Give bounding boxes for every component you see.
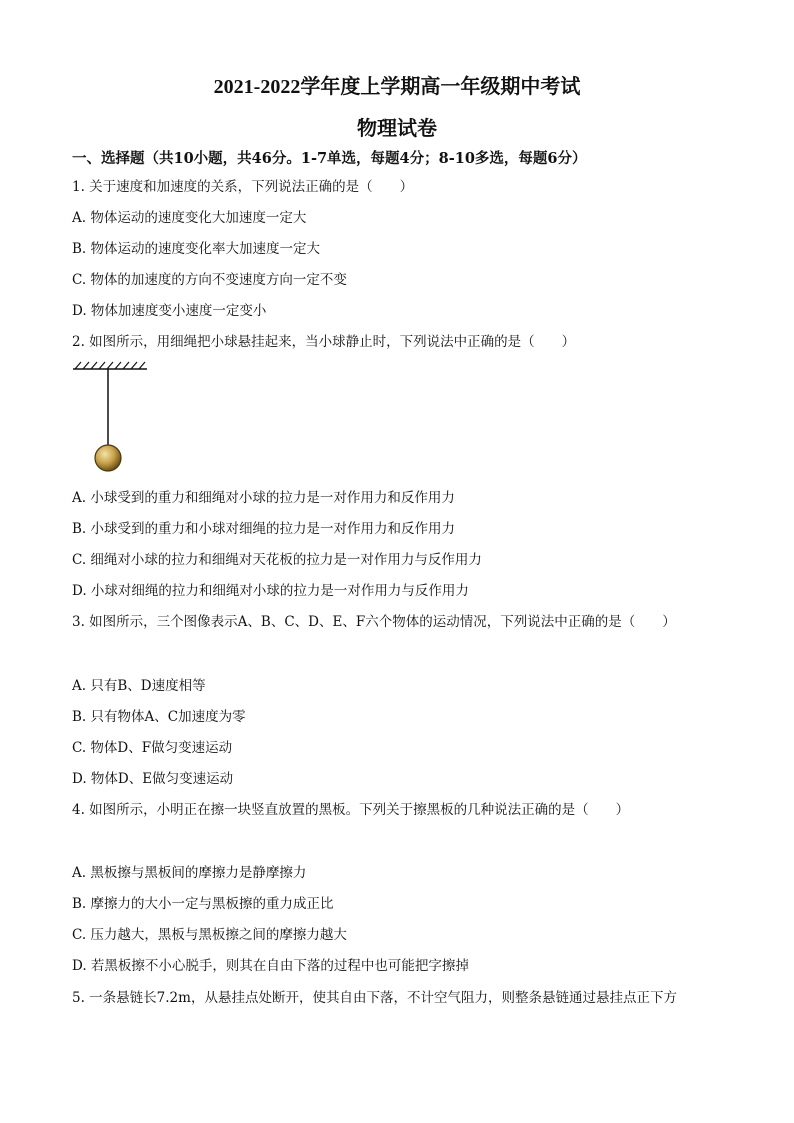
question-3-option-a: A. 只有B、D速度相等 [72,678,206,694]
section-heading: 一、选择题（共10小题，共46分。1-7单选，每题4分；8-10多选，每题6分） [72,150,587,167]
exam-subtitle: 物理试卷 [357,118,437,140]
question-3-option-d: D. 物体D、E做匀变速运动 [72,771,234,787]
question-4-option-d: D. 若黑板擦不小心脱手，则其在自由下落的过程中也可能把字擦掉 [72,958,469,974]
question-2-option-d: D. 小球对细绳的拉力和细绳对小球的拉力是一对作用力与反作用力 [72,583,469,599]
question-4-option-c: C. 压力越大，黑板与黑板擦之间的摩擦力越大 [72,927,347,943]
ceiling-hatch [73,362,147,369]
question-2-option-b: B. 小球受到的重力和小球对细绳的拉力是一对作用力和反作用力 [72,521,456,537]
question-1-option-b: B. 物体运动的速度变化率大加速度一定大 [72,241,321,257]
question-4-stem: 4. 如图所示，小明正在擦一块竖直放置的黑板。下列关于擦黑板的几种说法正确的是（ ） [72,802,630,818]
pendulum-figure [70,360,150,475]
question-1-option-d: D. 物体加速度变小速度一定变小 [72,303,267,319]
question-3-option-c: C. 物体D、F做匀变速运动 [72,740,233,756]
question-2-stem: 2. 如图所示，用细绳把小球悬挂起来，当小球静止时，下列说法中正确的是（ ） [72,334,576,350]
question-4-option-a: A. 黑板擦与黑板间的摩擦力是静摩擦力 [72,865,307,881]
question-4-option-b: B. 摩擦力的大小一定与黑板擦的重力成正比 [72,896,334,912]
question-1-option-a: A. 物体运动的速度变化大加速度一定大 [72,210,307,226]
exam-title: 2021-2022学年度上学期高一年级期中考试 [213,76,581,98]
ball-icon [95,445,121,471]
question-3-option-b: B. 只有物体A、C加速度为零 [72,709,246,725]
question-2-option-c: C. 细绳对小球的拉力和细绳对天花板的拉力是一对作用力与反作用力 [72,552,482,568]
question-2-option-a: A. 小球受到的重力和细绳对小球的拉力是一对作用力和反作用力 [72,490,455,506]
question-5-stem: 5. 一条悬链长7.2m，从悬挂点处断开，使其自由下落，不计空气阻力，则整条悬链通过悬挂点正下方 [72,990,677,1006]
question-1-stem: 1. 关于速度和加速度的关系，下列说法正确的是（ ） [72,179,414,195]
question-1-option-c: C. 物体的加速度的方向不变速度方向一定不变 [72,272,347,288]
question-3-stem: 3. 如图所示，三个图像表示A、B、C、D、E、F六个物体的运动情况，下列说法中正确的是（ ） [72,614,676,630]
